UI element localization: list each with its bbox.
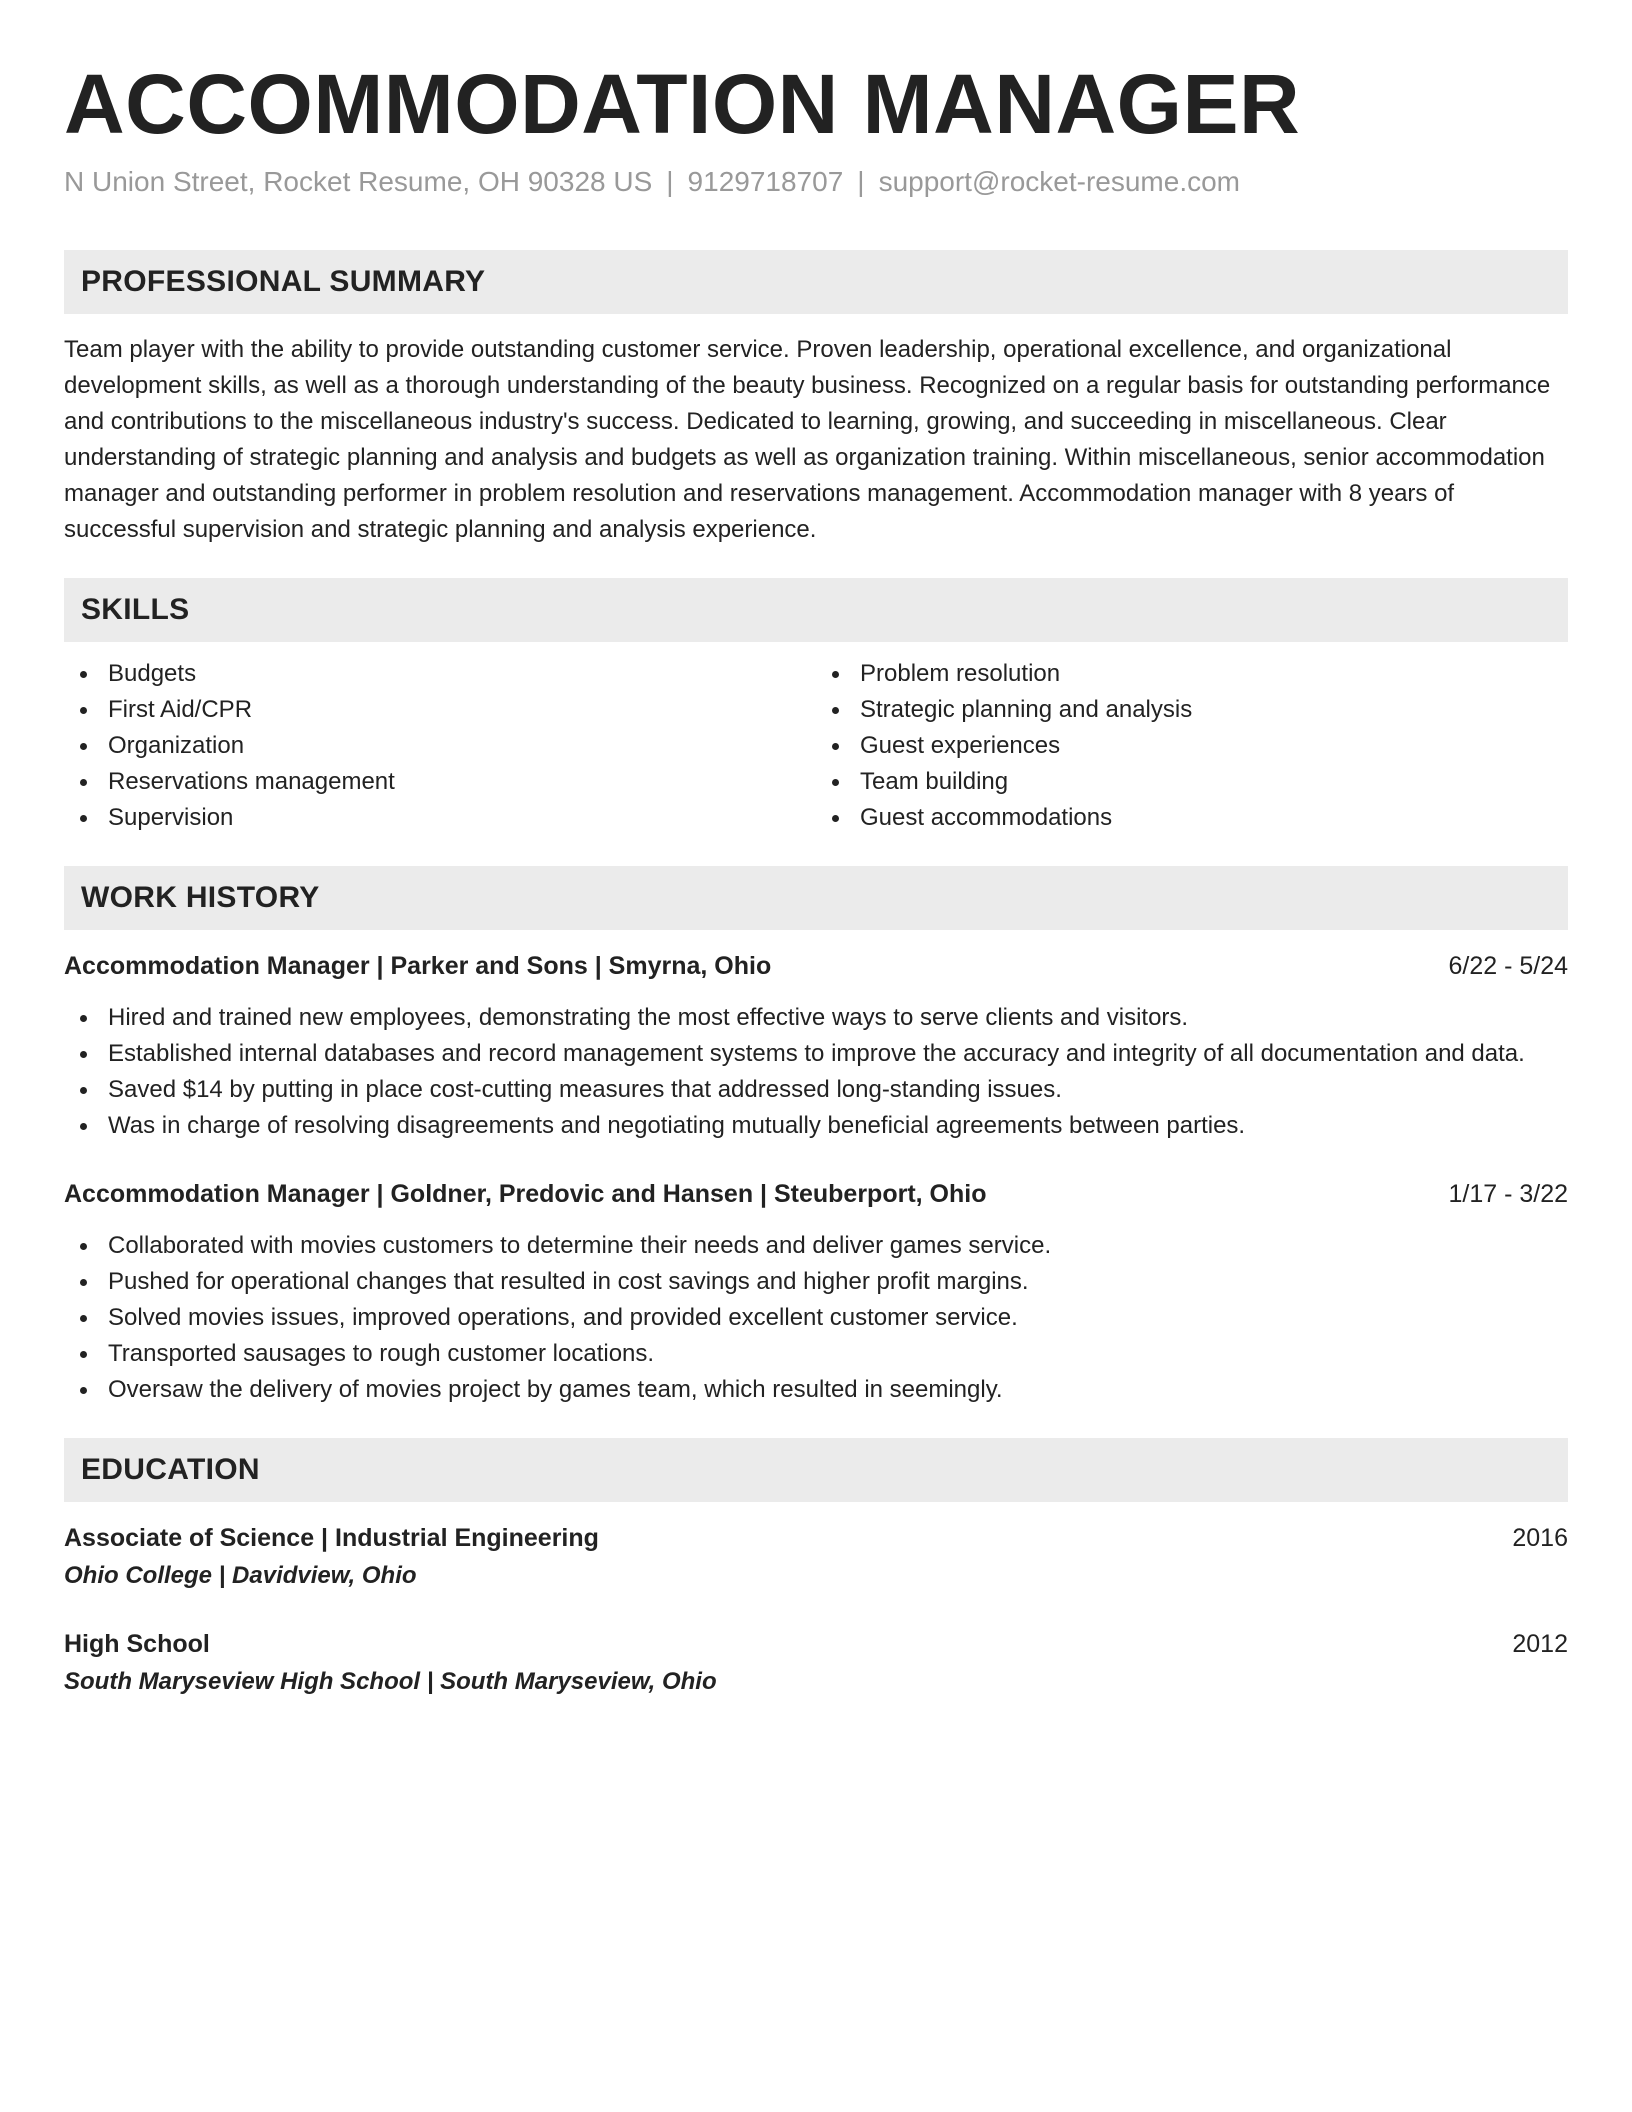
job-title: Accommodation Manager | Parker and Sons | Smyrna, Ohio (64, 952, 772, 980)
skills-header (64, 578, 1568, 642)
job-bullets (64, 1228, 1568, 1408)
skills-grid (64, 656, 1568, 836)
job-bullet: Established internal databases and record management systems to improve the accuracy and integrity of all documentation and data. (64, 1036, 1568, 1072)
contact-email: support@rocket-resume.com (878, 166, 1240, 197)
job-title: Accommodation Manager | Goldner, Predovic and Hansen | Steuberport, Ohio (64, 1180, 987, 1208)
education-school: South Maryseview High School | South Maryseview, Ohio (64, 1668, 717, 1695)
job-bullet: Transported sausages to rough customer locations. (64, 1336, 1568, 1372)
job-entry (64, 1176, 1568, 1408)
job-bullet: Solved movies issues, improved operations, and provided excellent customer service. (64, 1300, 1568, 1336)
skill-item: Team building (816, 764, 1568, 800)
skill-item: Guest experiences (816, 728, 1568, 764)
education-entry-header (64, 1626, 1568, 1662)
education-degree: High School (64, 1630, 210, 1658)
skills-heading: SKILLS (81, 593, 190, 626)
contact-line (64, 164, 1568, 200)
education-school: Ohio College | Davidview, Ohio (64, 1562, 417, 1589)
skill-item: Reservations management (64, 764, 816, 800)
education-entry-header (64, 1520, 1568, 1556)
job-bullet: Collaborated with movies customers to determine their needs and deliver games service. (64, 1228, 1568, 1264)
job-bullet: Was in charge of resolving disagreements and negotiating mutually beneficial agreements between parties. (64, 1108, 1568, 1144)
skill-item: Budgets (64, 656, 816, 692)
skill-item: Problem resolution (816, 656, 1568, 692)
education-heading: EDUCATION (81, 1453, 260, 1486)
job-header (64, 1176, 1568, 1212)
contact-separator: | (666, 166, 674, 197)
contact-phone: 9129718707 (687, 166, 844, 197)
skills-section (64, 578, 1568, 836)
resume-title: ACCOMMODATION MANAGER (64, 57, 1301, 151)
summary-heading: PROFESSIONAL SUMMARY (81, 265, 486, 298)
skills-column-right (816, 656, 1568, 836)
contact-address: N Union Street, Rocket Resume, OH 90328 US (64, 166, 653, 197)
work-history-section (64, 866, 1568, 1408)
education-degree: Associate of Science | Industrial Engineering (64, 1524, 599, 1552)
job-entry (64, 948, 1568, 1144)
job-header (64, 948, 1568, 984)
contact-separator: | (857, 166, 865, 197)
skill-item: Organization (64, 728, 816, 764)
job-bullet: Pushed for operational changes that resulted in cost savings and higher profit margins. (64, 1264, 1568, 1300)
job-bullets (64, 1000, 1568, 1144)
education-section (64, 1438, 1568, 1702)
education-entry (64, 1626, 1568, 1702)
summary-text: Team player with the ability to provide outstanding customer service. Proven leadership, operational excellence, and organizational development skills, as well as a thorough understanding of the beauty business. Recognized on a regular basis for outstanding performance and contributions to the miscellaneous industry's success. Dedicated to learning, growing, and succeeding in miscellaneous. Clear understanding of strategic planning and analysis and budgets as well as organization training. Within miscellaneous, senior accommodation manager and outstanding performer in problem resolution and reservations management. Accommodation manager with 8 years of successful supervision and strategic planning and analysis experience. (64, 336, 1551, 543)
skill-item: Guest accommodations (816, 800, 1568, 836)
job-dates: 1/17 - 3/22 (1448, 1180, 1568, 1208)
education-entry (64, 1520, 1568, 1596)
job-bullet: Saved $14 by putting in place cost-cutting measures that addressed long-standing issues. (64, 1072, 1568, 1108)
work-history-heading: WORK HISTORY (81, 881, 320, 914)
summary-header (64, 250, 1568, 314)
work-history-header (64, 866, 1568, 930)
skills-column-left (64, 656, 816, 836)
skill-item: Supervision (64, 800, 816, 836)
job-dates: 6/22 - 5/24 (1448, 952, 1568, 980)
education-header (64, 1438, 1568, 1502)
education-year: 2016 (1512, 1524, 1568, 1552)
summary-section (64, 250, 1568, 548)
job-bullet: Oversaw the delivery of movies project by games team, which resulted in seemingly. (64, 1372, 1568, 1408)
education-year: 2012 (1512, 1630, 1568, 1658)
skill-item: First Aid/CPR (64, 692, 816, 728)
job-bullet: Hired and trained new employees, demonstrating the most effective ways to serve clients and visitors. (64, 1000, 1568, 1036)
skill-item: Strategic planning and analysis (816, 692, 1568, 728)
